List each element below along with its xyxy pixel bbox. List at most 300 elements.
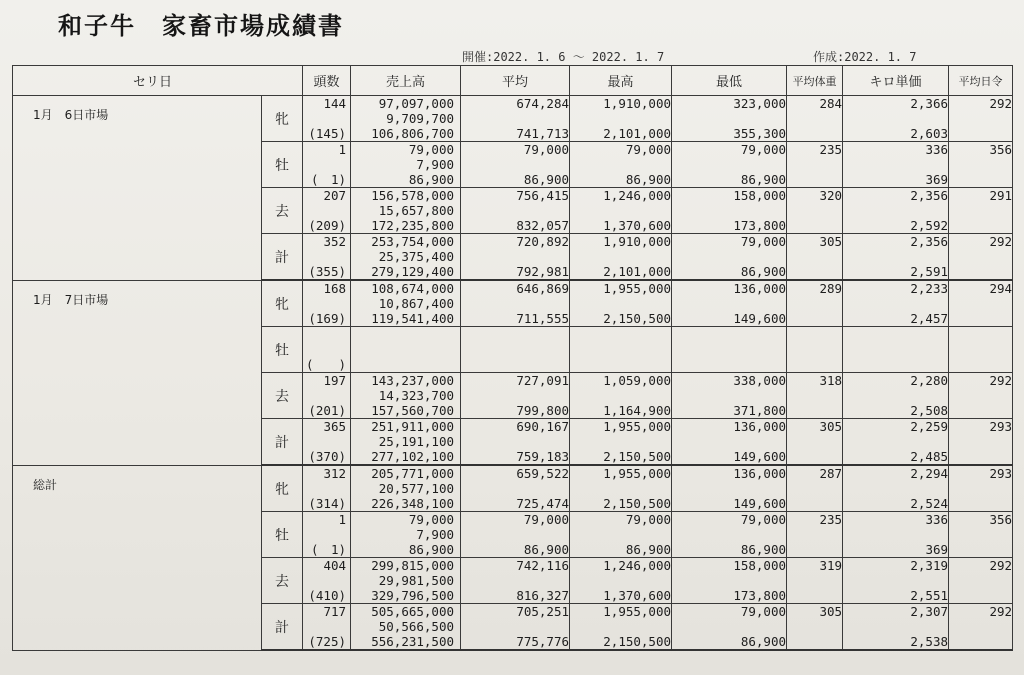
- kilo-price-cell: [843, 280, 949, 327]
- blank-line: [570, 481, 671, 496]
- blank-line: [672, 527, 786, 542]
- hc-cell: [303, 604, 351, 651]
- kilo-price-cell: [843, 327, 949, 373]
- kilo-price-cell: [843, 234, 949, 281]
- min-cell: [672, 327, 787, 373]
- avg-days-cell: 356: [949, 512, 1013, 558]
- avg-weight-cell: 235: [787, 512, 843, 558]
- sales-value: 97,097,000: [378, 96, 455, 111]
- kilo-price-value: 2,538: [910, 634, 949, 649]
- min-value: 323,000: [733, 96, 787, 111]
- avg-cell: [461, 512, 570, 558]
- blank-line: [303, 573, 350, 588]
- avg-value: 705,251: [516, 604, 570, 619]
- max-value: [570, 357, 671, 372]
- blank-line: [461, 203, 569, 218]
- blank-line: [303, 434, 350, 449]
- sales-value: 10,867,400: [378, 296, 455, 311]
- min-value: 149,600: [733, 449, 787, 464]
- sales-value: 29,981,500: [378, 573, 455, 588]
- avg-value: [461, 327, 569, 342]
- blank-line: [843, 434, 948, 449]
- hc-value: (209): [308, 218, 347, 233]
- avg-weight-cell: 320: [787, 188, 843, 234]
- hc-value: (370): [308, 449, 347, 464]
- avg-value: 832,057: [516, 218, 570, 233]
- min-value: 136,000: [733, 419, 787, 434]
- avg-weight-cell: 305: [787, 419, 843, 466]
- max-value: 2,101,000: [603, 264, 672, 279]
- hc-value: (201): [308, 403, 347, 418]
- max-value: 2,101,000: [603, 126, 672, 141]
- sales-value: 157,560,700: [371, 403, 455, 418]
- col-header-sales: 売上高: [351, 66, 461, 96]
- max-value: 79,000: [625, 512, 672, 527]
- max-value: 1,370,600: [603, 218, 672, 233]
- blank-line: [843, 573, 948, 588]
- max-value: 1,955,000: [603, 604, 672, 619]
- sales-value: 156,578,000: [371, 188, 455, 203]
- max-value: 2,150,500: [603, 634, 672, 649]
- blank-line: [570, 434, 671, 449]
- hc-cell: [303, 188, 351, 234]
- hc-value: ( ): [305, 357, 347, 372]
- max-value: 1,955,000: [603, 466, 672, 481]
- hc-cell: [303, 96, 351, 142]
- min-value: 149,600: [733, 496, 787, 511]
- blank-line: [461, 573, 569, 588]
- hc-value: 168: [323, 281, 347, 296]
- avg-weight-cell: 284: [787, 96, 843, 142]
- min-cell: [672, 604, 787, 651]
- min-value: 371,800: [733, 403, 787, 418]
- hc-cell: [303, 234, 351, 281]
- min-value: 355,300: [733, 126, 787, 141]
- avg-value: 742,116: [516, 558, 570, 573]
- kilo-price-value: [843, 357, 948, 372]
- blank-line: [303, 111, 350, 126]
- avg-weight-cell: 235: [787, 142, 843, 188]
- max-cell: [570, 419, 672, 466]
- kilo-price-cell: [843, 419, 949, 466]
- sales-value: 279,129,400: [371, 264, 455, 279]
- kilo-price-cell: [843, 558, 949, 604]
- blank-line: [843, 342, 948, 357]
- hc-value: ( 1): [310, 542, 347, 557]
- animal-type: 牡: [262, 512, 303, 558]
- sales-value: 25,191,100: [378, 434, 455, 449]
- blank-line: [570, 573, 671, 588]
- max-cell: [570, 234, 672, 281]
- col-header-seri-date: セリ日: [13, 66, 303, 96]
- avg-weight-cell: 289: [787, 280, 843, 327]
- sales-value: 172,235,800: [371, 218, 455, 233]
- avg-weight-cell: 287: [787, 465, 843, 512]
- avg-days-cell: 293: [949, 465, 1013, 512]
- max-value: 1,910,000: [603, 96, 672, 111]
- blank-line: [672, 434, 786, 449]
- avg-days-cell: 292: [949, 604, 1013, 651]
- kilo-price-value: [843, 327, 948, 342]
- hc-value: (410): [308, 588, 347, 603]
- sales-value: 25,375,400: [378, 249, 455, 264]
- blank-line: [461, 481, 569, 496]
- blank-line: [672, 481, 786, 496]
- hc-value: 144: [323, 96, 347, 111]
- min-cell: [672, 419, 787, 466]
- blank-line: [843, 481, 948, 496]
- blank-line: [672, 157, 786, 172]
- min-cell: [672, 234, 787, 281]
- max-cell: [570, 558, 672, 604]
- avg-value: 727,091: [516, 373, 570, 388]
- kilo-price-cell: [843, 512, 949, 558]
- blank-line: [461, 157, 569, 172]
- animal-type: 去: [262, 188, 303, 234]
- event-period: 開催:2022. 1. 6 ～ 2022. 1. 7: [462, 50, 665, 64]
- sales-value: 79,000: [408, 512, 455, 527]
- hc-value: [303, 327, 350, 342]
- avg-days-cell: 292: [949, 96, 1013, 142]
- kilo-price-cell: [843, 188, 949, 234]
- max-cell: [570, 465, 672, 512]
- col-header-min: 最低: [672, 66, 787, 96]
- kilo-price-value: 336: [925, 142, 949, 157]
- kilo-price-value: 2,603: [910, 126, 949, 141]
- max-cell: [570, 327, 672, 373]
- sales-value: 86,900: [408, 542, 455, 557]
- animal-type: 去: [262, 558, 303, 604]
- blank-line: [672, 573, 786, 588]
- hc-value: (725): [308, 634, 347, 649]
- hc-cell: [303, 558, 351, 604]
- max-value: 1,955,000: [603, 419, 672, 434]
- hc-value: 717: [323, 604, 347, 619]
- blank-line: [303, 388, 350, 403]
- kilo-price-value: 2,307: [910, 604, 949, 619]
- sales-value: 556,231,500: [371, 634, 455, 649]
- sales-cell: [351, 327, 461, 373]
- max-cell: [570, 280, 672, 327]
- hc-cell: [303, 465, 351, 512]
- document-title: 和子牛 家畜市場成績書: [58, 12, 344, 40]
- hc-value: 1: [338, 142, 347, 157]
- hc-cell: [303, 512, 351, 558]
- sales-value: 277,102,100: [371, 449, 455, 464]
- sales-value: 7,900: [416, 157, 455, 172]
- avg-cell: [461, 188, 570, 234]
- sales-value: 15,657,800: [378, 203, 455, 218]
- avg-cell: [461, 280, 570, 327]
- meta-row: [0, 48, 1024, 64]
- avg-days-cell: 294: [949, 280, 1013, 327]
- col-header-avg-days: 平均日令: [949, 66, 1013, 96]
- blank-line: [303, 481, 350, 496]
- max-value: 1,164,900: [603, 403, 672, 418]
- kilo-price-value: 2,591: [910, 264, 949, 279]
- min-cell: [672, 280, 787, 327]
- min-value: 86,900: [740, 542, 787, 557]
- min-cell: [672, 558, 787, 604]
- sales-value: 253,754,000: [371, 234, 455, 249]
- max-value: [570, 327, 671, 342]
- blank-line: [570, 296, 671, 311]
- min-cell: [672, 465, 787, 512]
- animal-type: 去: [262, 373, 303, 419]
- blank-line: [303, 527, 350, 542]
- col-header-avg-weight: 平均体重: [787, 66, 843, 96]
- sales-cell: [351, 604, 461, 651]
- hc-cell: [303, 419, 351, 466]
- table-row: [13, 96, 1013, 142]
- kilo-price-cell: [843, 373, 949, 419]
- max-cell: [570, 142, 672, 188]
- hc-value: 352: [323, 234, 347, 249]
- sales-value: 86,900: [408, 172, 455, 187]
- avg-cell: [461, 327, 570, 373]
- avg-weight-cell: [787, 327, 843, 373]
- max-value: 86,900: [625, 172, 672, 187]
- blank-line: [570, 342, 671, 357]
- avg-days-cell: 293: [949, 419, 1013, 466]
- avg-value: [461, 357, 569, 372]
- avg-days-cell: 292: [949, 558, 1013, 604]
- col-header-average: 平均: [461, 66, 570, 96]
- min-value: 136,000: [733, 466, 787, 481]
- animal-type: 計: [262, 419, 303, 466]
- avg-days-cell: 291: [949, 188, 1013, 234]
- avg-value: 79,000: [523, 512, 570, 527]
- blank-line: [303, 203, 350, 218]
- blank-line: [303, 157, 350, 172]
- blank-line: [570, 157, 671, 172]
- animal-type: 牡: [262, 327, 303, 373]
- kilo-price-value: 369: [925, 172, 949, 187]
- min-value: 79,000: [740, 234, 787, 249]
- min-value: 173,800: [733, 218, 787, 233]
- col-header-head-count: 頭数: [303, 66, 351, 96]
- avg-cell: [461, 142, 570, 188]
- hc-value: (314): [308, 496, 347, 511]
- min-value: 136,000: [733, 281, 787, 296]
- kilo-price-value: 2,508: [910, 403, 949, 418]
- min-value: 158,000: [733, 558, 787, 573]
- min-value: 158,000: [733, 188, 787, 203]
- avg-cell: [461, 373, 570, 419]
- avg-days-cell: 292: [949, 234, 1013, 281]
- min-cell: [672, 96, 787, 142]
- avg-cell: [461, 234, 570, 281]
- created-date: 作成:2022. 1. 7: [813, 50, 917, 64]
- sales-value: 226,348,100: [371, 496, 455, 511]
- blank-line: [461, 111, 569, 126]
- avg-weight-cell: 318: [787, 373, 843, 419]
- blank-line: [672, 388, 786, 403]
- animal-type: 計: [262, 604, 303, 651]
- results-table: [12, 65, 1013, 651]
- min-value: 79,000: [740, 604, 787, 619]
- hc-value: (145): [308, 126, 347, 141]
- table-body: [13, 96, 1013, 651]
- table-header: [13, 66, 1013, 96]
- blank-line: [461, 249, 569, 264]
- avg-value: 659,522: [516, 466, 570, 481]
- sales-cell: [351, 558, 461, 604]
- avg-weight-cell: 319: [787, 558, 843, 604]
- blank-line: [303, 249, 350, 264]
- max-value: 2,150,500: [603, 496, 672, 511]
- sales-cell: [351, 188, 461, 234]
- avg-value: 756,415: [516, 188, 570, 203]
- blank-line: [461, 388, 569, 403]
- blank-line: [461, 434, 569, 449]
- blank-line: [570, 249, 671, 264]
- sales-value: [351, 357, 460, 372]
- kilo-price-value: 2,366: [910, 96, 949, 111]
- min-value: 86,900: [740, 172, 787, 187]
- kilo-price-value: 2,259: [910, 419, 949, 434]
- sales-cell: [351, 373, 461, 419]
- sales-value: 329,796,500: [371, 588, 455, 603]
- min-cell: [672, 512, 787, 558]
- blank-line: [843, 249, 948, 264]
- market-name: 1月 7日市場: [13, 280, 262, 465]
- blank-line: [461, 527, 569, 542]
- avg-value: 759,183: [516, 449, 570, 464]
- blank-line: [843, 388, 948, 403]
- blank-line: [570, 111, 671, 126]
- animal-type: 計: [262, 234, 303, 281]
- max-cell: [570, 188, 672, 234]
- avg-value: 792,981: [516, 264, 570, 279]
- kilo-price-value: 2,356: [910, 234, 949, 249]
- animal-type: 牡: [262, 142, 303, 188]
- avg-days-cell: 356: [949, 142, 1013, 188]
- blank-line: [843, 619, 948, 634]
- avg-days-cell: 292: [949, 373, 1013, 419]
- blank-line: [843, 111, 948, 126]
- max-value: 1,955,000: [603, 281, 672, 296]
- avg-value: 741,713: [516, 126, 570, 141]
- avg-weight-cell: 305: [787, 234, 843, 281]
- min-value: 86,900: [740, 264, 787, 279]
- kilo-price-cell: [843, 96, 949, 142]
- min-cell: [672, 373, 787, 419]
- avg-weight-cell: 305: [787, 604, 843, 651]
- max-value: 1,246,000: [603, 188, 672, 203]
- blank-line: [570, 619, 671, 634]
- hc-value: (355): [308, 264, 347, 279]
- blank-line: [672, 249, 786, 264]
- avg-value: 79,000: [523, 142, 570, 157]
- kilo-price-value: 2,294: [910, 466, 949, 481]
- blank-line: [672, 342, 786, 357]
- kilo-price-cell: [843, 465, 949, 512]
- kilo-price-value: 2,485: [910, 449, 949, 464]
- min-value: [672, 357, 786, 372]
- sales-cell: [351, 280, 461, 327]
- avg-cell: [461, 558, 570, 604]
- kilo-price-value: 2,319: [910, 558, 949, 573]
- avg-cell: [461, 465, 570, 512]
- avg-cell: [461, 96, 570, 142]
- blank-line: [570, 388, 671, 403]
- sales-value: 106,806,700: [371, 126, 455, 141]
- avg-cell: [461, 419, 570, 466]
- sales-cell: [351, 419, 461, 466]
- min-value: 173,800: [733, 588, 787, 603]
- sales-value: [351, 327, 460, 342]
- kilo-price-value: 2,280: [910, 373, 949, 388]
- sales-value: 251,911,000: [371, 419, 455, 434]
- avg-value: 725,474: [516, 496, 570, 511]
- max-cell: [570, 604, 672, 651]
- blank-line: [570, 203, 671, 218]
- kilo-price-value: 2,592: [910, 218, 949, 233]
- min-value: 86,900: [740, 634, 787, 649]
- col-header-kilo-price: キロ単価: [843, 66, 949, 96]
- min-cell: [672, 188, 787, 234]
- min-cell: [672, 142, 787, 188]
- min-value: 338,000: [733, 373, 787, 388]
- hc-value: 197: [323, 373, 347, 388]
- avg-value: 711,555: [516, 311, 570, 326]
- avg-value: 86,900: [523, 172, 570, 187]
- max-cell: [570, 96, 672, 142]
- hc-cell: [303, 373, 351, 419]
- hc-cell: [303, 280, 351, 327]
- max-value: 1,910,000: [603, 234, 672, 249]
- hc-value: 1: [338, 512, 347, 527]
- blank-line: [461, 296, 569, 311]
- blank-line: [843, 157, 948, 172]
- sales-value: 50,566,500: [378, 619, 455, 634]
- sales-value: 143,237,000: [371, 373, 455, 388]
- hc-value: (169): [308, 311, 347, 326]
- blank-line: [570, 527, 671, 542]
- sales-value: [351, 342, 460, 357]
- max-cell: [570, 512, 672, 558]
- max-value: 1,246,000: [603, 558, 672, 573]
- animal-type: 牝: [262, 96, 303, 142]
- kilo-price-value: 2,233: [910, 281, 949, 296]
- avg-value: 86,900: [523, 542, 570, 557]
- sales-value: 14,323,700: [378, 388, 455, 403]
- sales-value: 108,674,000: [371, 281, 455, 296]
- min-value: [672, 327, 786, 342]
- sales-value: 9,709,700: [386, 111, 455, 126]
- hc-cell: [303, 327, 351, 373]
- sales-value: 20,577,100: [378, 481, 455, 496]
- blank-line: [303, 296, 350, 311]
- blank-line: [672, 296, 786, 311]
- sales-value: 299,815,000: [371, 558, 455, 573]
- sales-cell: [351, 96, 461, 142]
- blank-line: [672, 111, 786, 126]
- blank-line: [843, 527, 948, 542]
- kilo-price-value: 336: [925, 512, 949, 527]
- min-value: 149,600: [733, 311, 787, 326]
- sales-cell: [351, 465, 461, 512]
- blank-line: [672, 203, 786, 218]
- blank-line: [843, 296, 948, 311]
- kilo-price-value: 2,457: [910, 311, 949, 326]
- animal-type: 牝: [262, 465, 303, 512]
- hc-value: 365: [323, 419, 347, 434]
- hc-value: ( 1): [310, 172, 347, 187]
- sales-value: 7,900: [416, 527, 455, 542]
- kilo-price-cell: [843, 604, 949, 651]
